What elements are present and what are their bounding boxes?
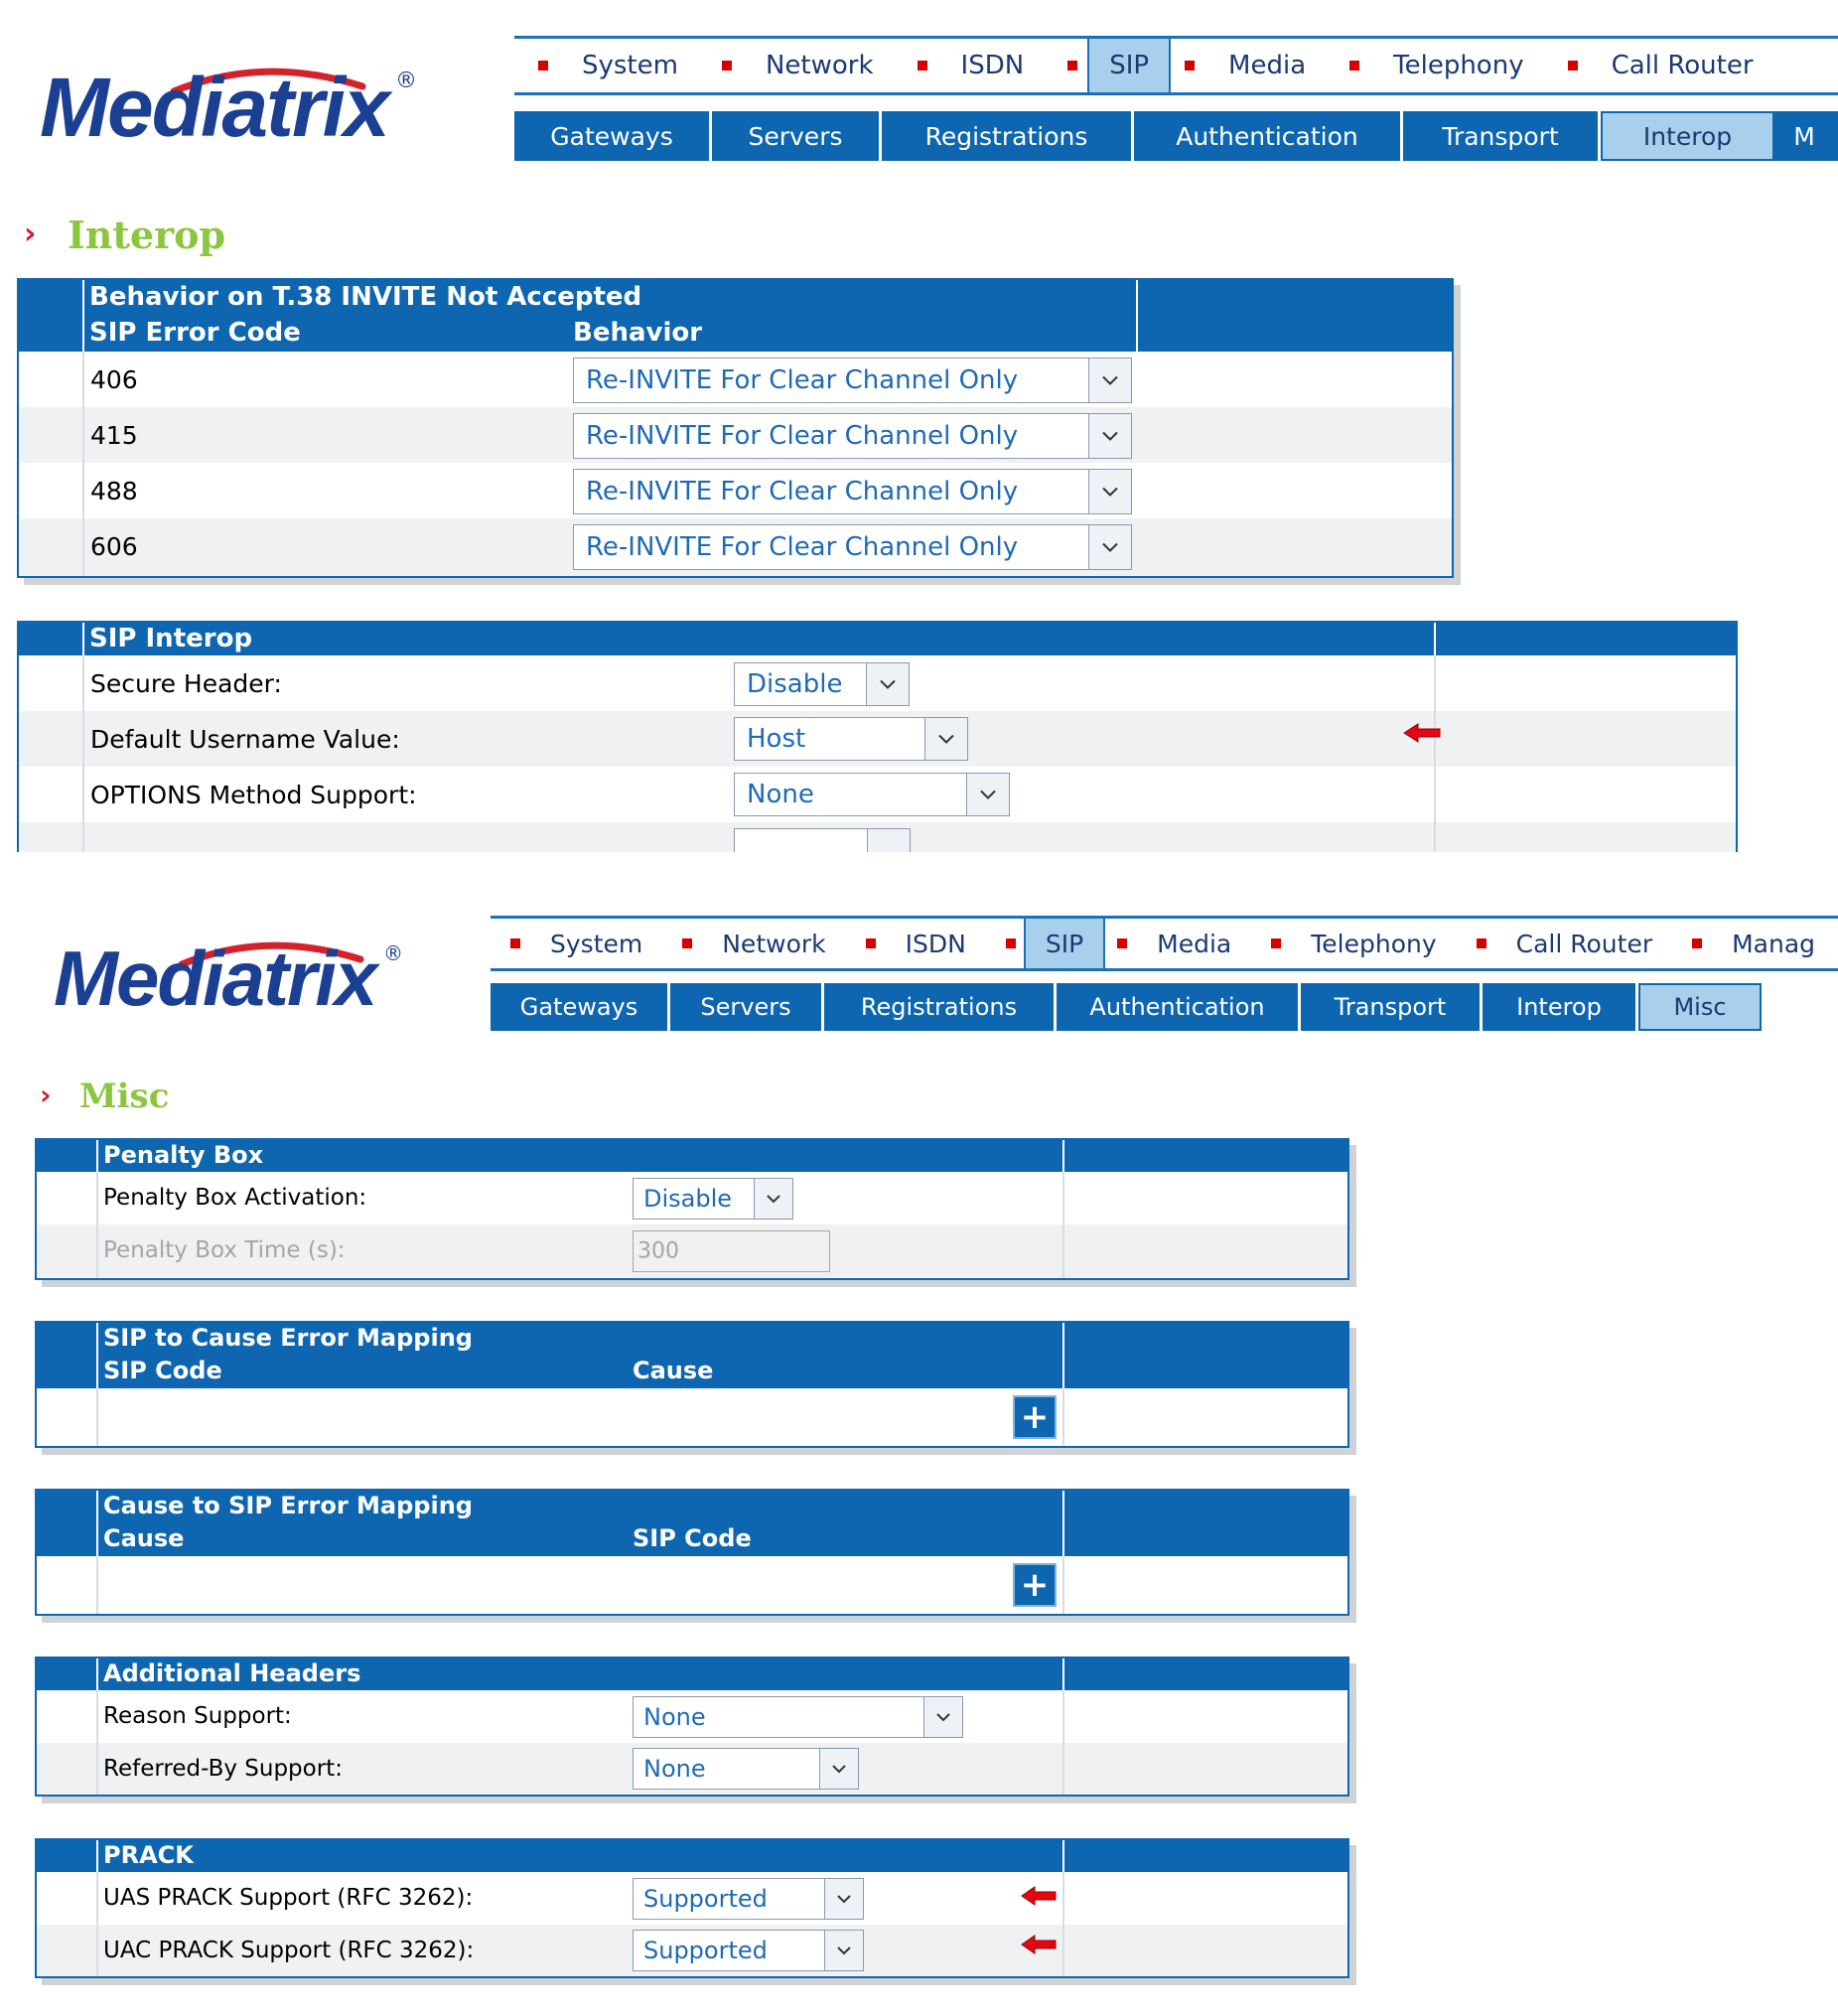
top-nav-media[interactable]: Media [1105,919,1241,968]
nav-bullet-icon [1568,61,1578,71]
tab-servers[interactable]: Servers [670,983,824,1031]
table-row [37,1743,1347,1795]
column-divider [1434,655,1436,852]
column-header-sip-code: SIP Code [633,1524,752,1552]
column-divider [1062,1690,1064,1795]
nav-bullet-icon [1185,61,1195,71]
sip-to-cause-table [35,1321,1349,1448]
top-nav-isdn[interactable]: ISDN [836,919,976,968]
top-nav-call-router[interactable]: Call Router [1534,39,1764,92]
default-username-select[interactable]: Host [734,717,968,761]
penalty-box-time-input[interactable]: 300 [633,1230,830,1272]
behavior-select-606[interactable]: Re-INVITE For Clear Channel Only [573,524,1132,570]
penalty-box-header [37,1140,1347,1172]
top-nav-sip[interactable]: SIP [1024,919,1105,968]
nav-bullet-icon [538,61,548,71]
column-header-sip-error-code: SIP Error Code [89,318,301,348]
nav-bullet-icon [722,61,732,71]
t38-table-header [19,280,1452,352]
additional-headers-header [37,1658,1347,1690]
logo-text: Mediatrix [40,61,388,154]
column-divider [1136,280,1138,352]
secure-header-select[interactable]: Disable [734,662,910,706]
table-row [19,711,1736,767]
mediatrix-logo [40,55,417,154]
field-label-disabled: Penalty Box Time (s): [103,1237,346,1263]
prack-header [37,1840,1347,1872]
column-header-sip-code: SIP Code [103,1357,222,1384]
chevron-down-icon [1088,359,1131,402]
nav-bullet-icon [682,938,692,948]
top-nav-telephony[interactable]: Telephony [1316,39,1533,92]
nav-bullet-icon [1692,938,1702,948]
chevron-down-icon [1088,414,1131,458]
column-divider [1062,1172,1064,1278]
tab-gateways[interactable]: Gateways [514,111,712,161]
top-nav [491,916,1838,971]
nav-bullet-icon [1271,938,1281,948]
column-divider [1062,1323,1064,1388]
sip-error-code: 406 [90,365,138,394]
table-row [19,655,1736,711]
column-divider [1062,1658,1064,1690]
nav-bullet-icon [866,938,876,948]
tab-transport[interactable]: Transport [1301,983,1483,1031]
top-nav-call-router[interactable]: Call Router [1447,919,1662,968]
left-arrow-icon [1402,722,1442,744]
tab-servers[interactable]: Servers [712,111,882,161]
column-divider [96,1388,98,1446]
options-method-select[interactable]: None [734,773,1010,816]
field-label: Default Username Value: [90,725,400,754]
nav-bullet-icon [1006,938,1016,948]
table-row [37,1172,1347,1224]
behavior-select-406[interactable]: Re-INVITE For Clear Channel Only [573,358,1132,403]
nav-bullet-icon [1067,61,1077,71]
top-nav-media[interactable]: Media [1171,39,1316,92]
logo-text: Mediatrix [54,935,376,1022]
table-row [37,1690,1347,1743]
column-divider [96,1556,98,1614]
tab-interop[interactable]: Interop [1601,111,1774,161]
referred-by-support-select[interactable]: None [633,1748,859,1790]
top-nav-telephony[interactable]: Telephony [1241,919,1446,968]
uac-prack-select[interactable]: Supported [633,1930,864,1971]
column-divider [82,623,84,655]
sub-nav [514,111,1838,161]
column-divider [82,352,84,576]
chevron-down-icon [866,663,909,705]
top-nav-isdn[interactable]: ISDN [884,39,1035,92]
top-nav-system[interactable]: System [514,39,688,92]
table-title: PRACK [103,1841,194,1869]
panel-misc: Mediatrix ® System Network ISDN SIP Media Telephony Call Router Manag Gateways Servers Registrations Authentication Transport Interop Misc › Misc Penalty Box Penalty Box Activation: Disable Penalty Box Time (s): 300 SIP to Cause Error Mapping SIP Code Cause + Cause to SIP Error Mapping Cause SIP Code + Additional Headers Reason Support: None Referred-By Support: None PRACK UAS PRACK Support (RFC 3262): Supported UAC PRACK Support (RFC 3262): Supported [0,868,1838,2016]
column-header-cause: Cause [633,1357,714,1384]
tab-authentication[interactable]: Authentication [1057,983,1301,1031]
column-divider [96,1872,98,1976]
column-divider [96,1491,98,1556]
cut-off-select[interactable] [734,828,911,852]
column-header-behavior: Behavior [573,318,703,348]
column-divider [1062,1140,1064,1172]
top-nav-sip-marker [1034,39,1087,92]
penalty-box-table [35,1138,1349,1280]
nav-bullet-icon [1349,61,1359,71]
left-arrow-icon [1020,1885,1058,1907]
table-title: Penalty Box [103,1141,264,1169]
field-label: UAC PRACK Support (RFC 3262): [103,1938,475,1963]
chevron-down-icon [819,1749,858,1789]
column-divider [1434,623,1436,655]
chevron-down-icon [754,1179,792,1219]
tab-interop[interactable]: Interop [1483,983,1638,1031]
field-label: UAS PRACK Support (RFC 3262): [103,1885,474,1911]
t38-behavior-table [17,278,1454,578]
top-nav-system[interactable]: System [491,919,652,968]
chevron-down-icon [966,774,1009,815]
chevron-down-icon [924,718,967,760]
prack-table [35,1838,1349,1978]
reason-support-select[interactable]: None [633,1696,963,1738]
top-nav-management[interactable]: Manag [1662,919,1825,968]
cause-to-sip-header [37,1491,1347,1556]
tab-gateways[interactable]: Gateways [491,983,670,1031]
column-divider [96,1140,98,1172]
column-divider [82,655,84,852]
table-title: SIP Interop [89,624,253,653]
tab-misc[interactable]: M [1793,121,1815,151]
column-header-cause: Cause [103,1524,185,1552]
chevron-down-icon [824,1931,863,1970]
sub-nav [491,983,1762,1031]
table-row [37,1925,1347,1976]
sip-error-code: 606 [90,532,138,561]
add-cause-to-sip-button[interactable]: + [1013,1563,1057,1607]
table-row [37,1872,1347,1925]
uas-prack-select[interactable]: Supported [633,1878,864,1920]
column-divider [1062,1872,1064,1976]
chevron-down-icon [867,829,910,852]
top-nav-sip-marker [976,919,1024,968]
tab-misc[interactable]: Misc [1638,983,1762,1031]
behavior-select-415[interactable]: Re-INVITE For Clear Channel Only [573,413,1132,459]
chevron-down-icon [1088,525,1131,569]
table-title: Cause to SIP Error Mapping [103,1492,473,1519]
column-divider [1062,1491,1064,1556]
column-divider [96,1323,98,1388]
add-sip-to-cause-button[interactable]: + [1013,1395,1057,1439]
mediatrix-logo [54,930,411,1022]
tab-registrations[interactable]: Registrations [824,983,1057,1031]
left-arrow-icon [1020,1934,1058,1955]
table-title: SIP to Cause Error Mapping [103,1324,473,1352]
additional-headers-table [35,1656,1349,1797]
logo-registered: ® [395,69,417,93]
column-divider [1062,1556,1064,1614]
table-title: Additional Headers [103,1659,361,1687]
top-nav-sip[interactable]: SIP [1087,39,1171,92]
nav-bullet-icon [1477,938,1486,948]
nav-bullet-icon [918,61,927,71]
behavior-select-488[interactable]: Re-INVITE For Clear Channel Only [573,469,1132,514]
field-label: Reason Support: [103,1703,292,1729]
field-label: Secure Header: [90,669,282,698]
sip-error-code: 415 [90,421,138,450]
chevron-down-icon [824,1879,863,1919]
tab-transport[interactable]: Transport [1403,111,1601,161]
chevron-right-icon: › [40,1079,52,1111]
field-label: Referred-By Support: [103,1756,343,1782]
table-title: Behavior on T.38 INVITE Not Accepted [89,282,642,312]
table-row [19,822,1736,852]
cause-to-sip-table [35,1489,1349,1616]
nav-bullet-icon [1117,938,1127,948]
sip-error-code: 488 [90,477,138,505]
top-nav [514,36,1838,95]
table-row [19,463,1452,518]
table-row [19,407,1452,463]
field-label: OPTIONS Method Support: [90,781,417,809]
column-divider [96,1840,98,1872]
sip-interop-header [19,623,1736,655]
sip-to-cause-header [37,1323,1347,1388]
top-nav-network[interactable]: Network [688,39,884,92]
column-divider [96,1658,98,1690]
column-divider [96,1690,98,1795]
table-row [19,767,1736,822]
tab-authentication[interactable]: Authentication [1134,111,1403,161]
table-row [19,352,1452,407]
column-divider [1062,1840,1064,1872]
top-nav-network[interactable]: Network [652,919,835,968]
chevron-down-icon [923,1697,962,1737]
column-divider [96,1172,98,1278]
sip-interop-table [17,621,1738,852]
chevron-right-icon: › [24,216,37,251]
table-row [37,1224,1347,1278]
chevron-down-icon [1088,470,1131,513]
tab-registrations[interactable]: Registrations [882,111,1134,161]
penalty-box-activation-select[interactable]: Disable [633,1178,793,1220]
column-divider [1062,1388,1064,1446]
panel-interop: Mediatrix ® System Network ISDN SIP Media Telephony Call Router Gateways Servers Registrations Authentication Transport Interop M › Interop Behavior on T.38 INVITE Not Accepted SIP Error Code Behavior 406 Re-INVITE For Clear Channel Only 415 Re-INVITE For Clear Channel Only 488 Re-INVITE For Clear Channel Only 606 Re-INVITE For Clear Channel Only SIP Interop Secure Header: Disable Default Username Value: Host OPTIONS Method Support: None [0,0,1838,852]
nav-bullet-icon [510,938,520,948]
table-row [19,518,1452,576]
column-divider [82,280,84,352]
field-label: Penalty Box Activation: [103,1185,367,1211]
logo-registered: ® [383,941,403,965]
